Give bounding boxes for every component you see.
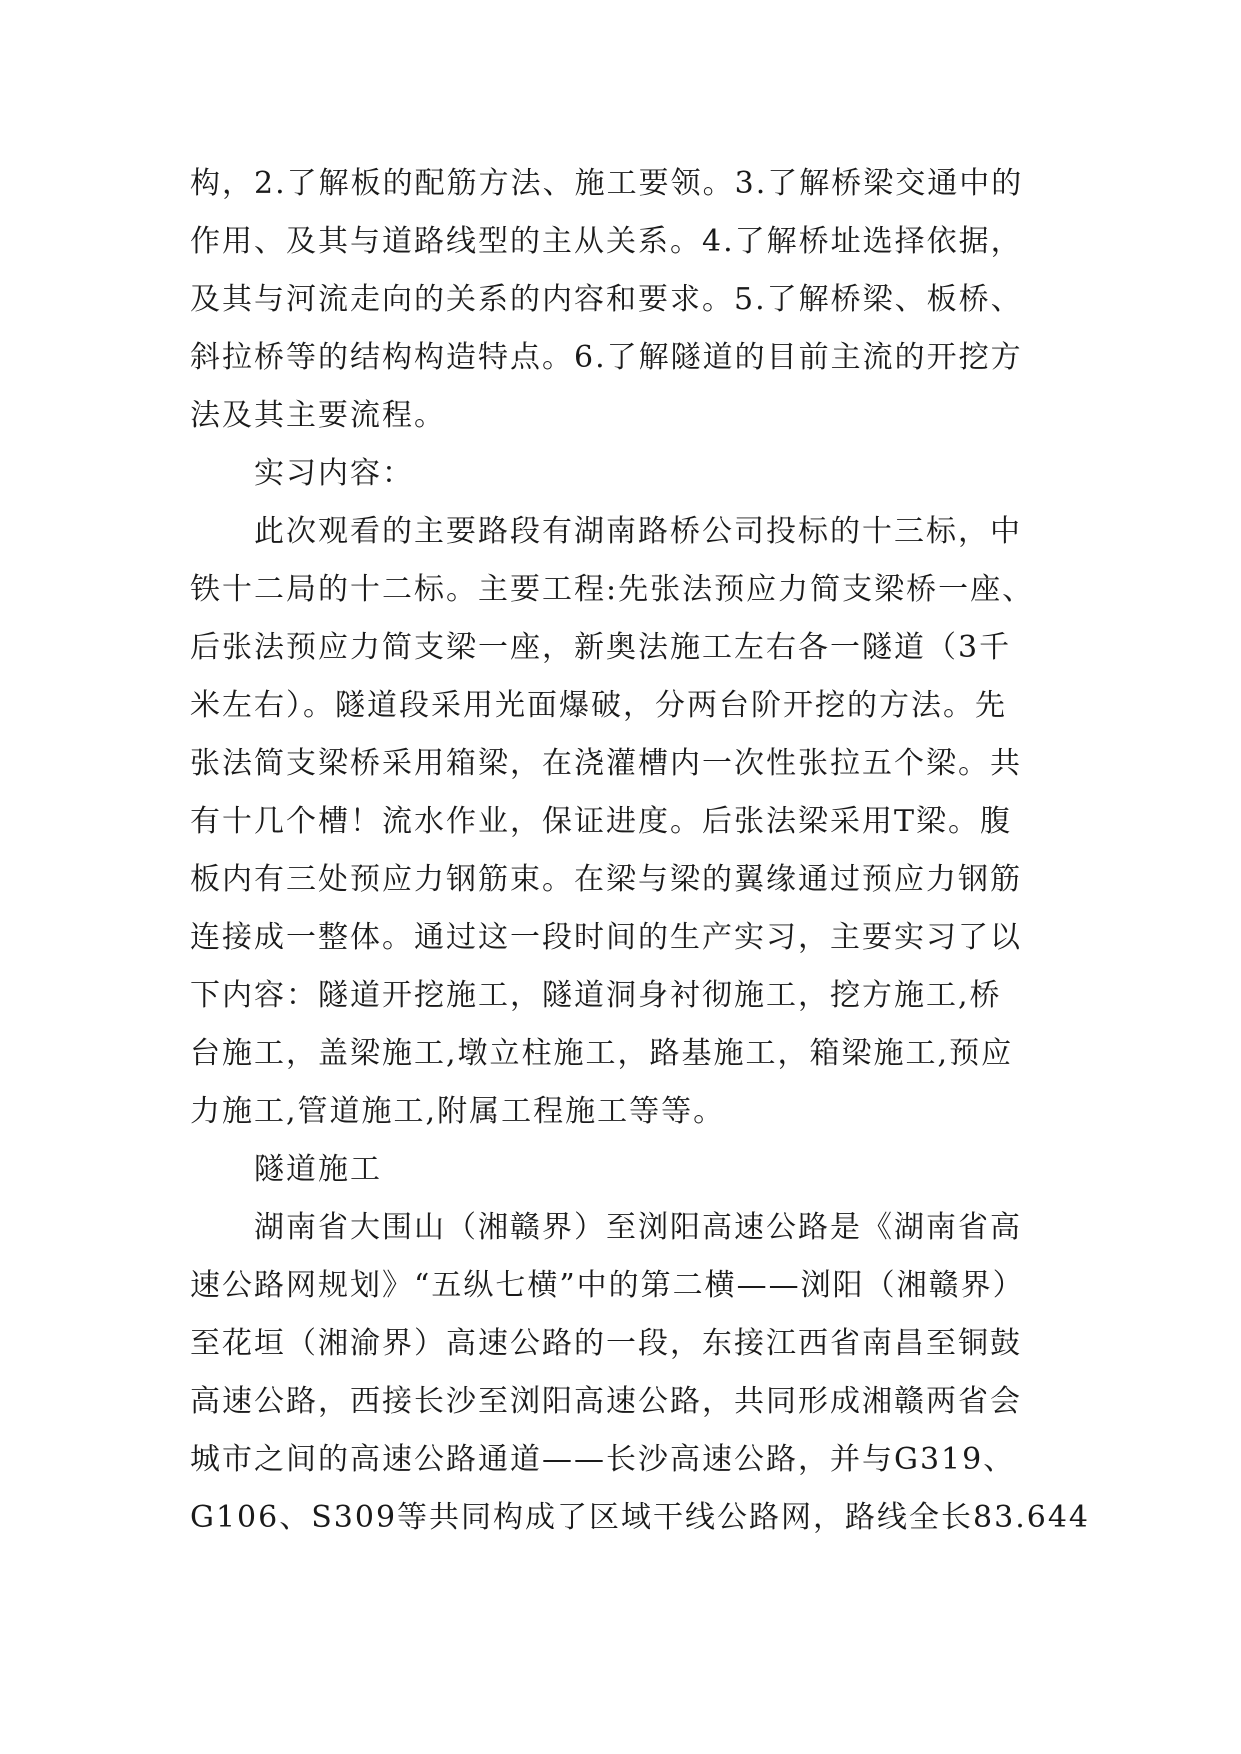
text-line: 铁十二局的十二标。主要工程:先张法预应力简支梁桥一座、	[190, 572, 1035, 607]
text-line: 力施工,管道施工,附属工程施工等等。	[190, 1094, 726, 1129]
text-line: 米左右）。隧道段采用光面爆破，分两台阶开挖的方法。先	[190, 688, 1007, 723]
text-line: 张法简支梁桥采用箱梁，在浇灌槽内一次性张拉五个梁。共	[190, 746, 1022, 781]
paragraph-start-line: 湖南省大围山（湘赣界）至浏阳高速公路是《湖南省高	[254, 1210, 1022, 1245]
text-line: 斜拉桥等的结构构造特点。6.了解隧道的目前主流的开挖方	[190, 340, 1023, 375]
text-line: 后张法预应力简支梁一座，新奥法施工左右各一隧道（3千	[190, 630, 1012, 665]
text-line: 作用、及其与道路线型的主从关系。4.了解桥址选择依据，	[190, 224, 1023, 259]
text-line: 城市之间的高速公路通道——长沙高速公路，并与G319、	[190, 1442, 1016, 1477]
text-line: 高速公路，西接长沙至浏阳高速公路，共同形成湘赣两省会	[190, 1384, 1022, 1419]
text-line: 有十几个槽！流水作业，保证进度。后张法梁采用T梁。腹	[190, 804, 1013, 839]
section-heading: 实习内容：	[254, 456, 414, 491]
text-line: G106、S309等共同构成了区域干线公路网，路线全长83.644	[190, 1500, 1091, 1535]
document-body	[190, 155, 1091, 1547]
text-line: 台施工，盖梁施工,墩立柱施工，路基施工，箱梁施工,预应	[190, 1036, 1014, 1071]
text-line: 至花垣（湘渝界）高速公路的一段，东接江西省南昌至铜鼓	[190, 1326, 1022, 1361]
text-line: 下内容：隧道开挖施工，隧道洞身衬彻施工，挖方施工,桥	[190, 978, 1002, 1013]
text-line: 及其与河流走向的关系的内容和要求。5.了解桥梁、板桥、	[190, 282, 1023, 317]
text-line: 构，2.了解板的配筋方法、施工要领。3.了解桥梁交通中的	[190, 166, 1024, 201]
section-heading: 隧道施工	[254, 1152, 382, 1187]
text-line: 连接成一整体。通过这一段时间的生产实习，主要实习了以	[190, 920, 1022, 955]
paragraph-start-line: 此次观看的主要路段有湖南路桥公司投标的十三标，中	[254, 514, 1022, 549]
text-line: 速公路网规划》“五纵七横”中的第二横——浏阳（湘赣界）	[190, 1268, 1025, 1303]
text-line: 法及其主要流程。	[190, 398, 446, 433]
text-line: 板内有三处预应力钢筋束。在梁与梁的翼缘通过预应力钢筋	[190, 862, 1022, 897]
